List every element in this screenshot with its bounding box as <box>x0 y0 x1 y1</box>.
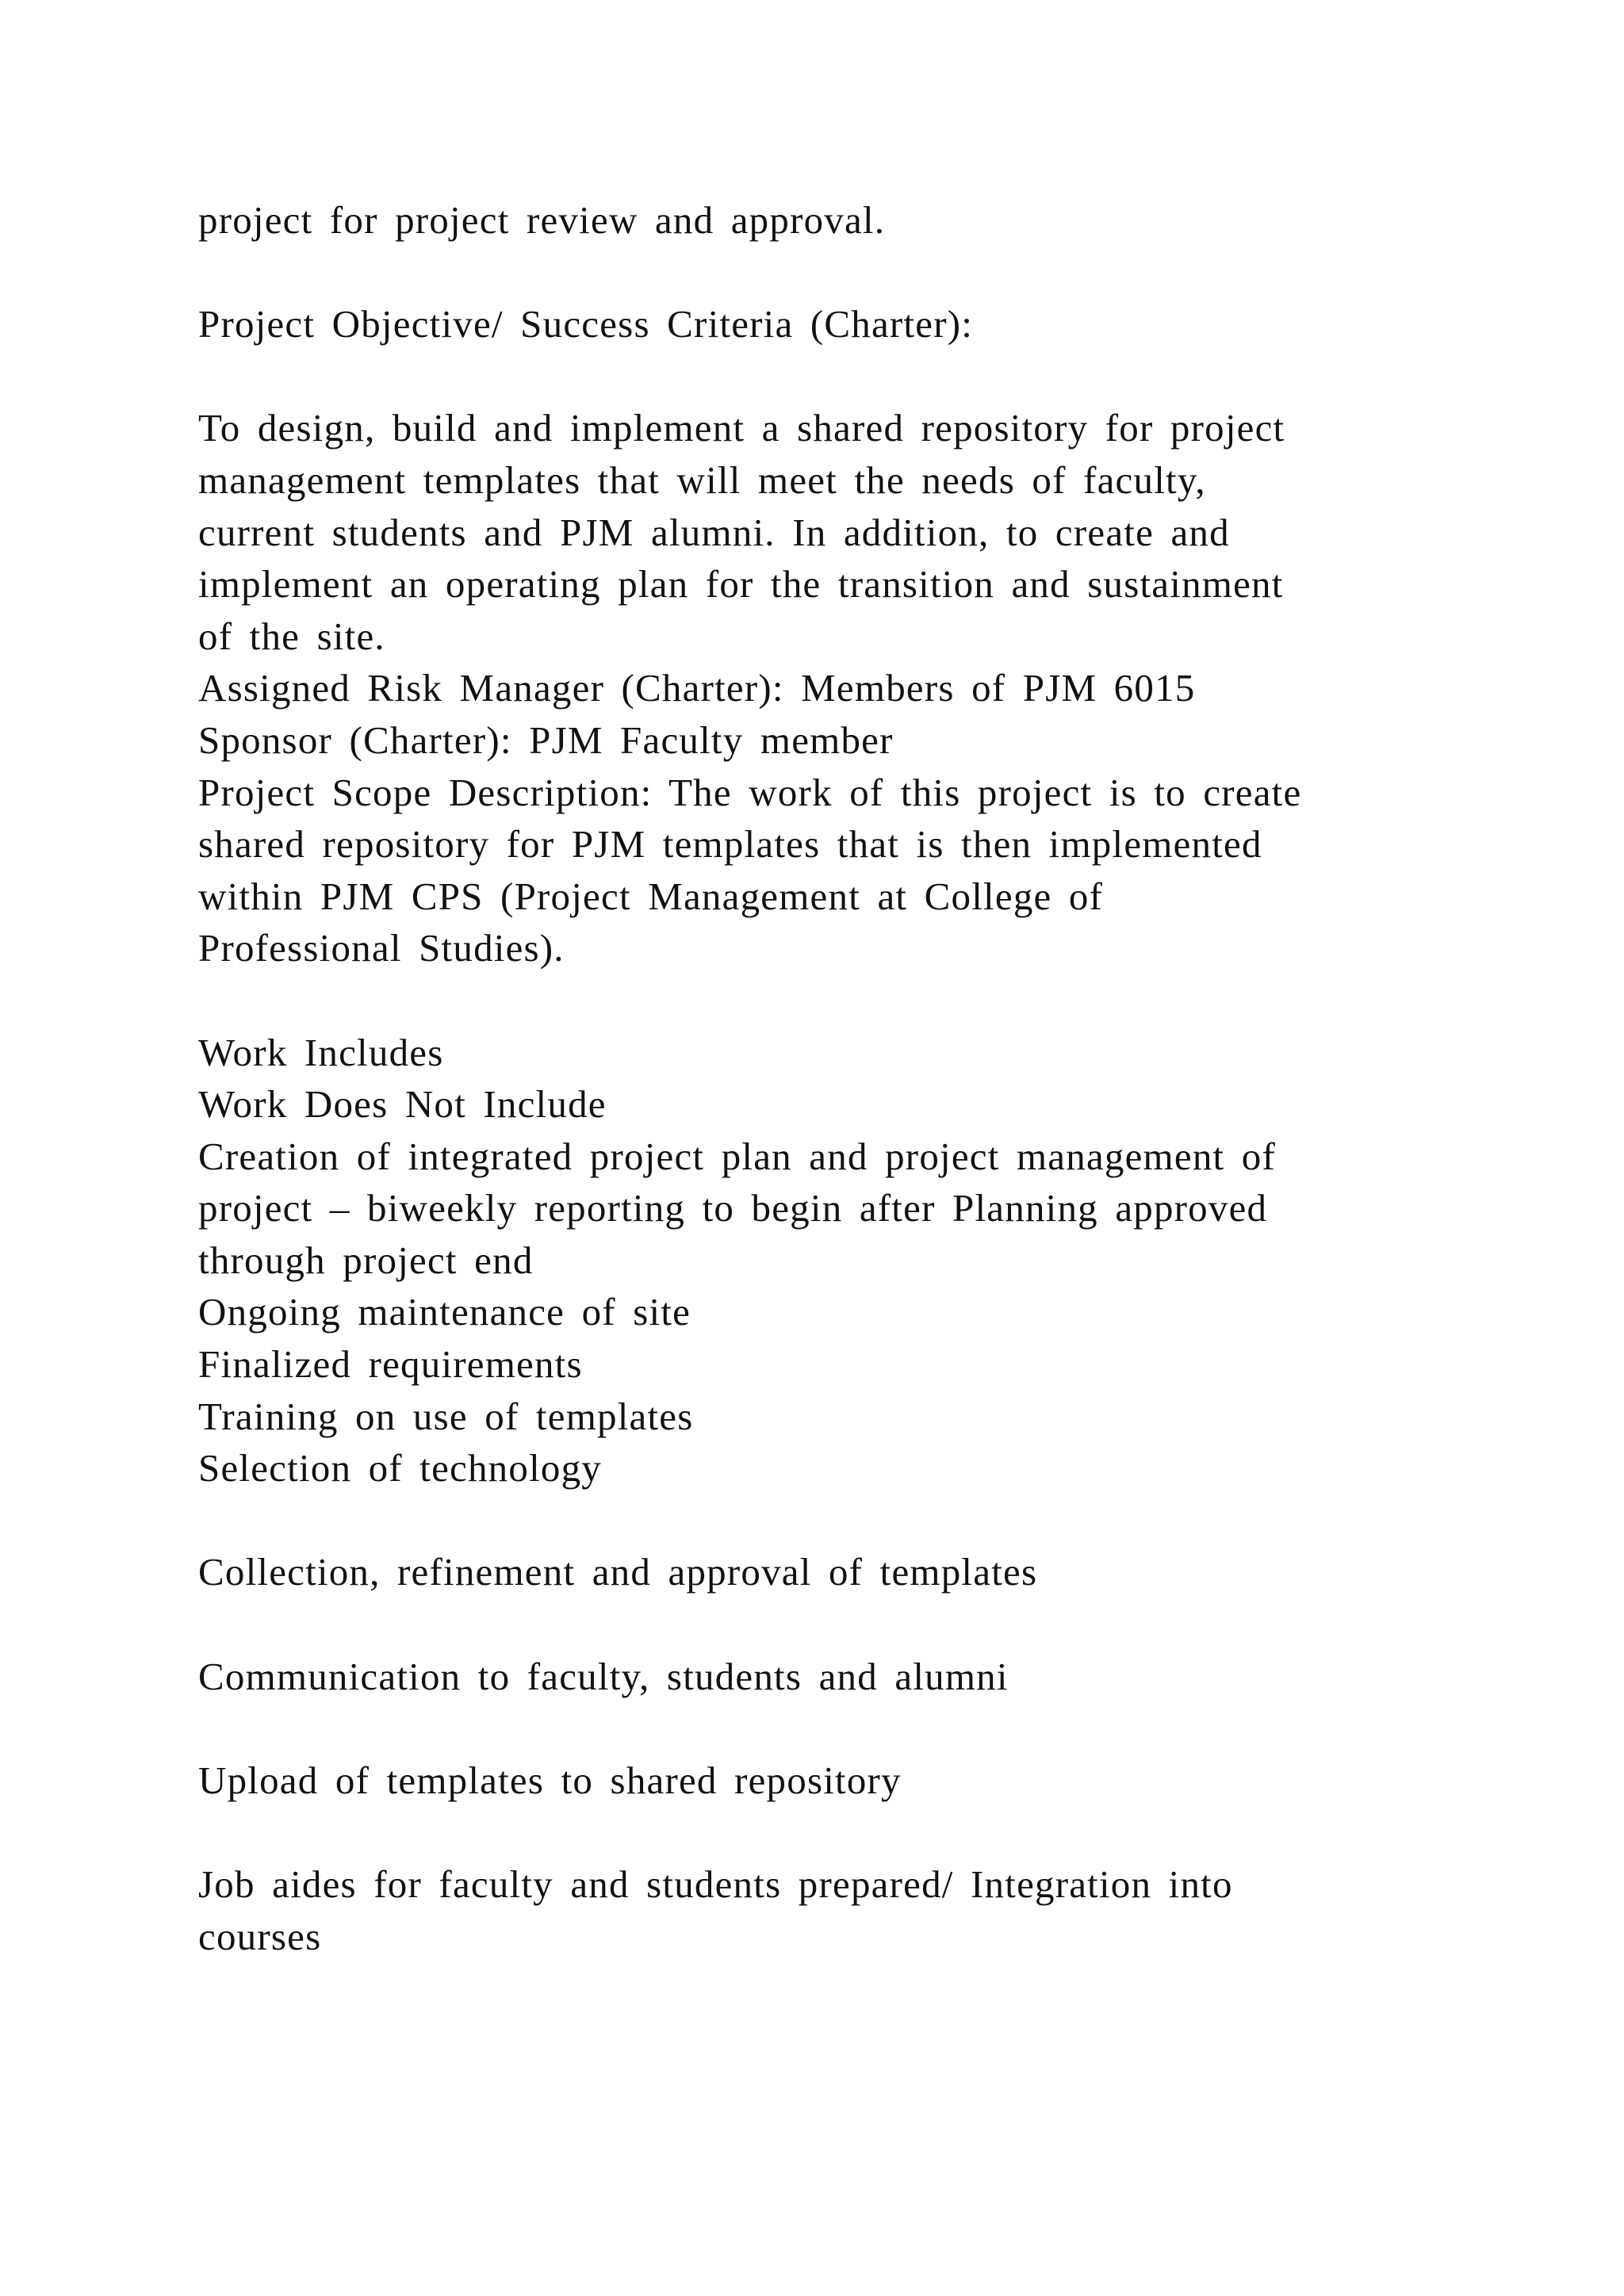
list-item: Creation of integrated project plan and project management of <box>198 1134 1276 1178</box>
body-line: Professional Studies). <box>198 926 565 970</box>
list-item: through project end <box>198 1238 534 1282</box>
list-item: project – biweekly reporting to begin after Planning approved <box>198 1186 1268 1230</box>
list-item: Finalized requirements <box>198 1342 583 1387</box>
list-item: Communication to faculty, students and alumni <box>198 1654 1009 1698</box>
scope-description-line: Project Scope Description: The work of this project is to create <box>198 770 1302 814</box>
body-line: project for project review and approval. <box>198 198 886 242</box>
body-line: within PJM CPS (Project Management at College of <box>198 874 1104 918</box>
section-heading-project-objective: Project Objective/ Success Criteria (Charter): <box>198 302 974 346</box>
work-includes-heading: Work Includes <box>198 1030 444 1074</box>
assigned-risk-manager-line: Assigned Risk Manager (Charter): Members of PJM 6015 <box>198 666 1196 710</box>
body-line: current students and PJM alumni. In addition, to create and <box>198 510 1230 554</box>
blank-line <box>198 247 1499 299</box>
list-item: courses <box>198 1914 322 1958</box>
document-body <box>198 194 1499 1962</box>
list-item: Selection of technology <box>198 1446 602 1490</box>
blank-line <box>198 974 1499 1027</box>
body-line: implement an operating plan for the transition and sustainment <box>198 562 1284 607</box>
list-item: Job aides for faculty and students prepared/ Integration into <box>198 1862 1233 1906</box>
sponsor-line: Sponsor (Charter): PJM Faculty member <box>198 718 894 762</box>
list-item: Collection, refinement and approval of templates <box>198 1550 1038 1594</box>
list-item: Ongoing maintenance of site <box>198 1290 691 1334</box>
body-line: management templates that will meet the needs of faculty, <box>198 457 1206 502</box>
blank-line <box>198 1494 1499 1547</box>
blank-line <box>198 1702 1499 1755</box>
list-item: Upload of templates to shared repository <box>198 1758 902 1802</box>
blank-line <box>198 1598 1499 1651</box>
body-line: of the site. <box>198 614 385 658</box>
blank-line <box>198 350 1499 403</box>
list-item: Training on use of templates <box>198 1394 694 1438</box>
work-does-not-include-heading: Work Does Not Include <box>198 1082 607 1127</box>
blank-line <box>198 1806 1499 1858</box>
body-line: To design, build and implement a shared repository for project <box>198 406 1285 450</box>
body-line: shared repository for PJM templates that is then implemented <box>198 822 1262 867</box>
